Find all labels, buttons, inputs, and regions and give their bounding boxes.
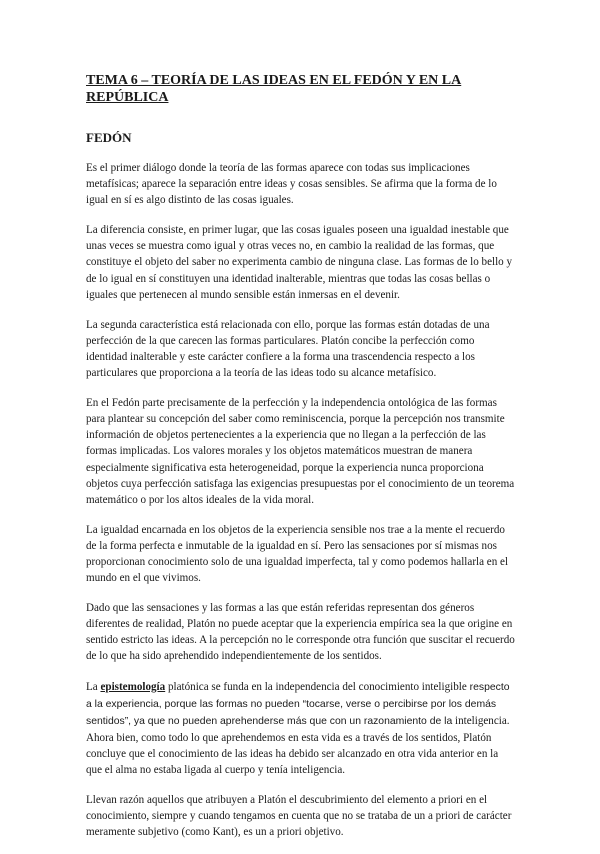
paragraph-7 <box>86 679 516 779</box>
paragraph-7-rest: inteligencia. Ahora bien, como todo lo que aprehendemos en esta vida es a través de los sentidos, Platón concluye que el conocimiento de las ideas ha debido ser alcanzado en otra vida anterior en la que el alma no estaba ligada al cuerpo y tenía inteligencia. <box>86 714 510 776</box>
paragraph-8: Llevan razón aquellos que atribuyen a Platón el descubrimiento del elemento a priori en el conocimiento, siempre y cuando tengamos en cuenta que no se trataba de un a priori de carácter meramente subjetivo (como Kant), es un a priori objetivo. <box>86 794 512 839</box>
paragraph-6: Dado que las sensaciones y las formas a las que están referidas representan dos géneros diferentes de realidad, Platón no puede aceptar que la experiencia empírica sea la que origine en sentido estricto las ideas. A la percepción no le corresponde otra función que suscitar el recuerdo de lo que ha sido aprehendido independientemente de los sentidos. <box>86 602 515 663</box>
paragraph-3: La segunda característica está relacionada con ello, porque las formas están dotadas de una perfección de la que carecen las formas particulares. Platón concibe la perfección como identidad inalterable y este carácter confiere a la forma una trascendencia respecto a los particulares que proporciona a la teoría de las ideas todo su alcance metafísico. <box>86 318 490 380</box>
paragraph-7-lead: La <box>86 680 101 693</box>
paragraph-7-alt-font: respecto a la experiencia, porque las formas no pueden “tocarse, verse o percibirse por los demás sentidos”, ya que no pueden aprehenderse más que con un razonamiento de la <box>86 681 510 727</box>
document-page <box>86 72 516 854</box>
page-title: TEMA 6 – TEORÍA DE LAS IDEAS EN EL FEDÓN Y EN LA REPÚBLICA <box>86 73 462 105</box>
paragraph-2: La diferencia consiste, en primer lugar, que las cosas iguales poseen una igualdad inestable que unas veces se muestra como igual y otras veces no, en cambio la realidad de las formas, que constituye el objeto del saber no experimenta cambio de ninguna clase. Las formas de lo bello y de lo igual en sí constituyen una identidad inalterable, mientras que todas las cosas bellas o iguales que pertenecen al mundo sensible están inmersas en el devenir. <box>86 224 513 301</box>
paragraph-1: Es el primer diálogo donde la teoría de las formas aparece con todas sus implicaciones metafísicas; aparece la separación entre ideas y cosas sensibles. Se afirma que la forma de lo igual en sí es algo distinto de las cosas iguales. <box>86 162 497 207</box>
paragraph-4: En el Fedón parte precisamente de la perfección y la independencia ontológica de las formas para plantear su concepción del saber como reminiscencia, porque la percepción nos transmite información de objetos pertenecientes a la experiencia que no llegan a la perfección de las formas implicadas. Los valores morales y los objetos matemáticos muestran de manera especialmente significativa esta heterogeneidad, porque la experiencia nunca proporciona objetos cuya perfección satisfaga las exigencias presupuestas por el conocimiento de un teorema matemático o por los altos ideales de la vida moral. <box>86 397 515 506</box>
paragraph-5: La igualdad encarnada en los objetos de la experiencia sensible nos trae a la mente el recuerdo de la forma perfecta e inmutable de la igualdad en sí. Pero las sensaciones por sí mismas nos proporcionan conocimiento solo de una igualdad imperfecta, tal y como podemos hallarla en el mundo en el que vivimos. <box>86 523 509 585</box>
section-heading: FEDÓN <box>86 130 132 145</box>
paragraph-7-after-keyword: platónica se funda en la independencia del conocimiento inteligible <box>165 680 467 693</box>
keyword-epistemologia: epistemología <box>100 680 166 693</box>
